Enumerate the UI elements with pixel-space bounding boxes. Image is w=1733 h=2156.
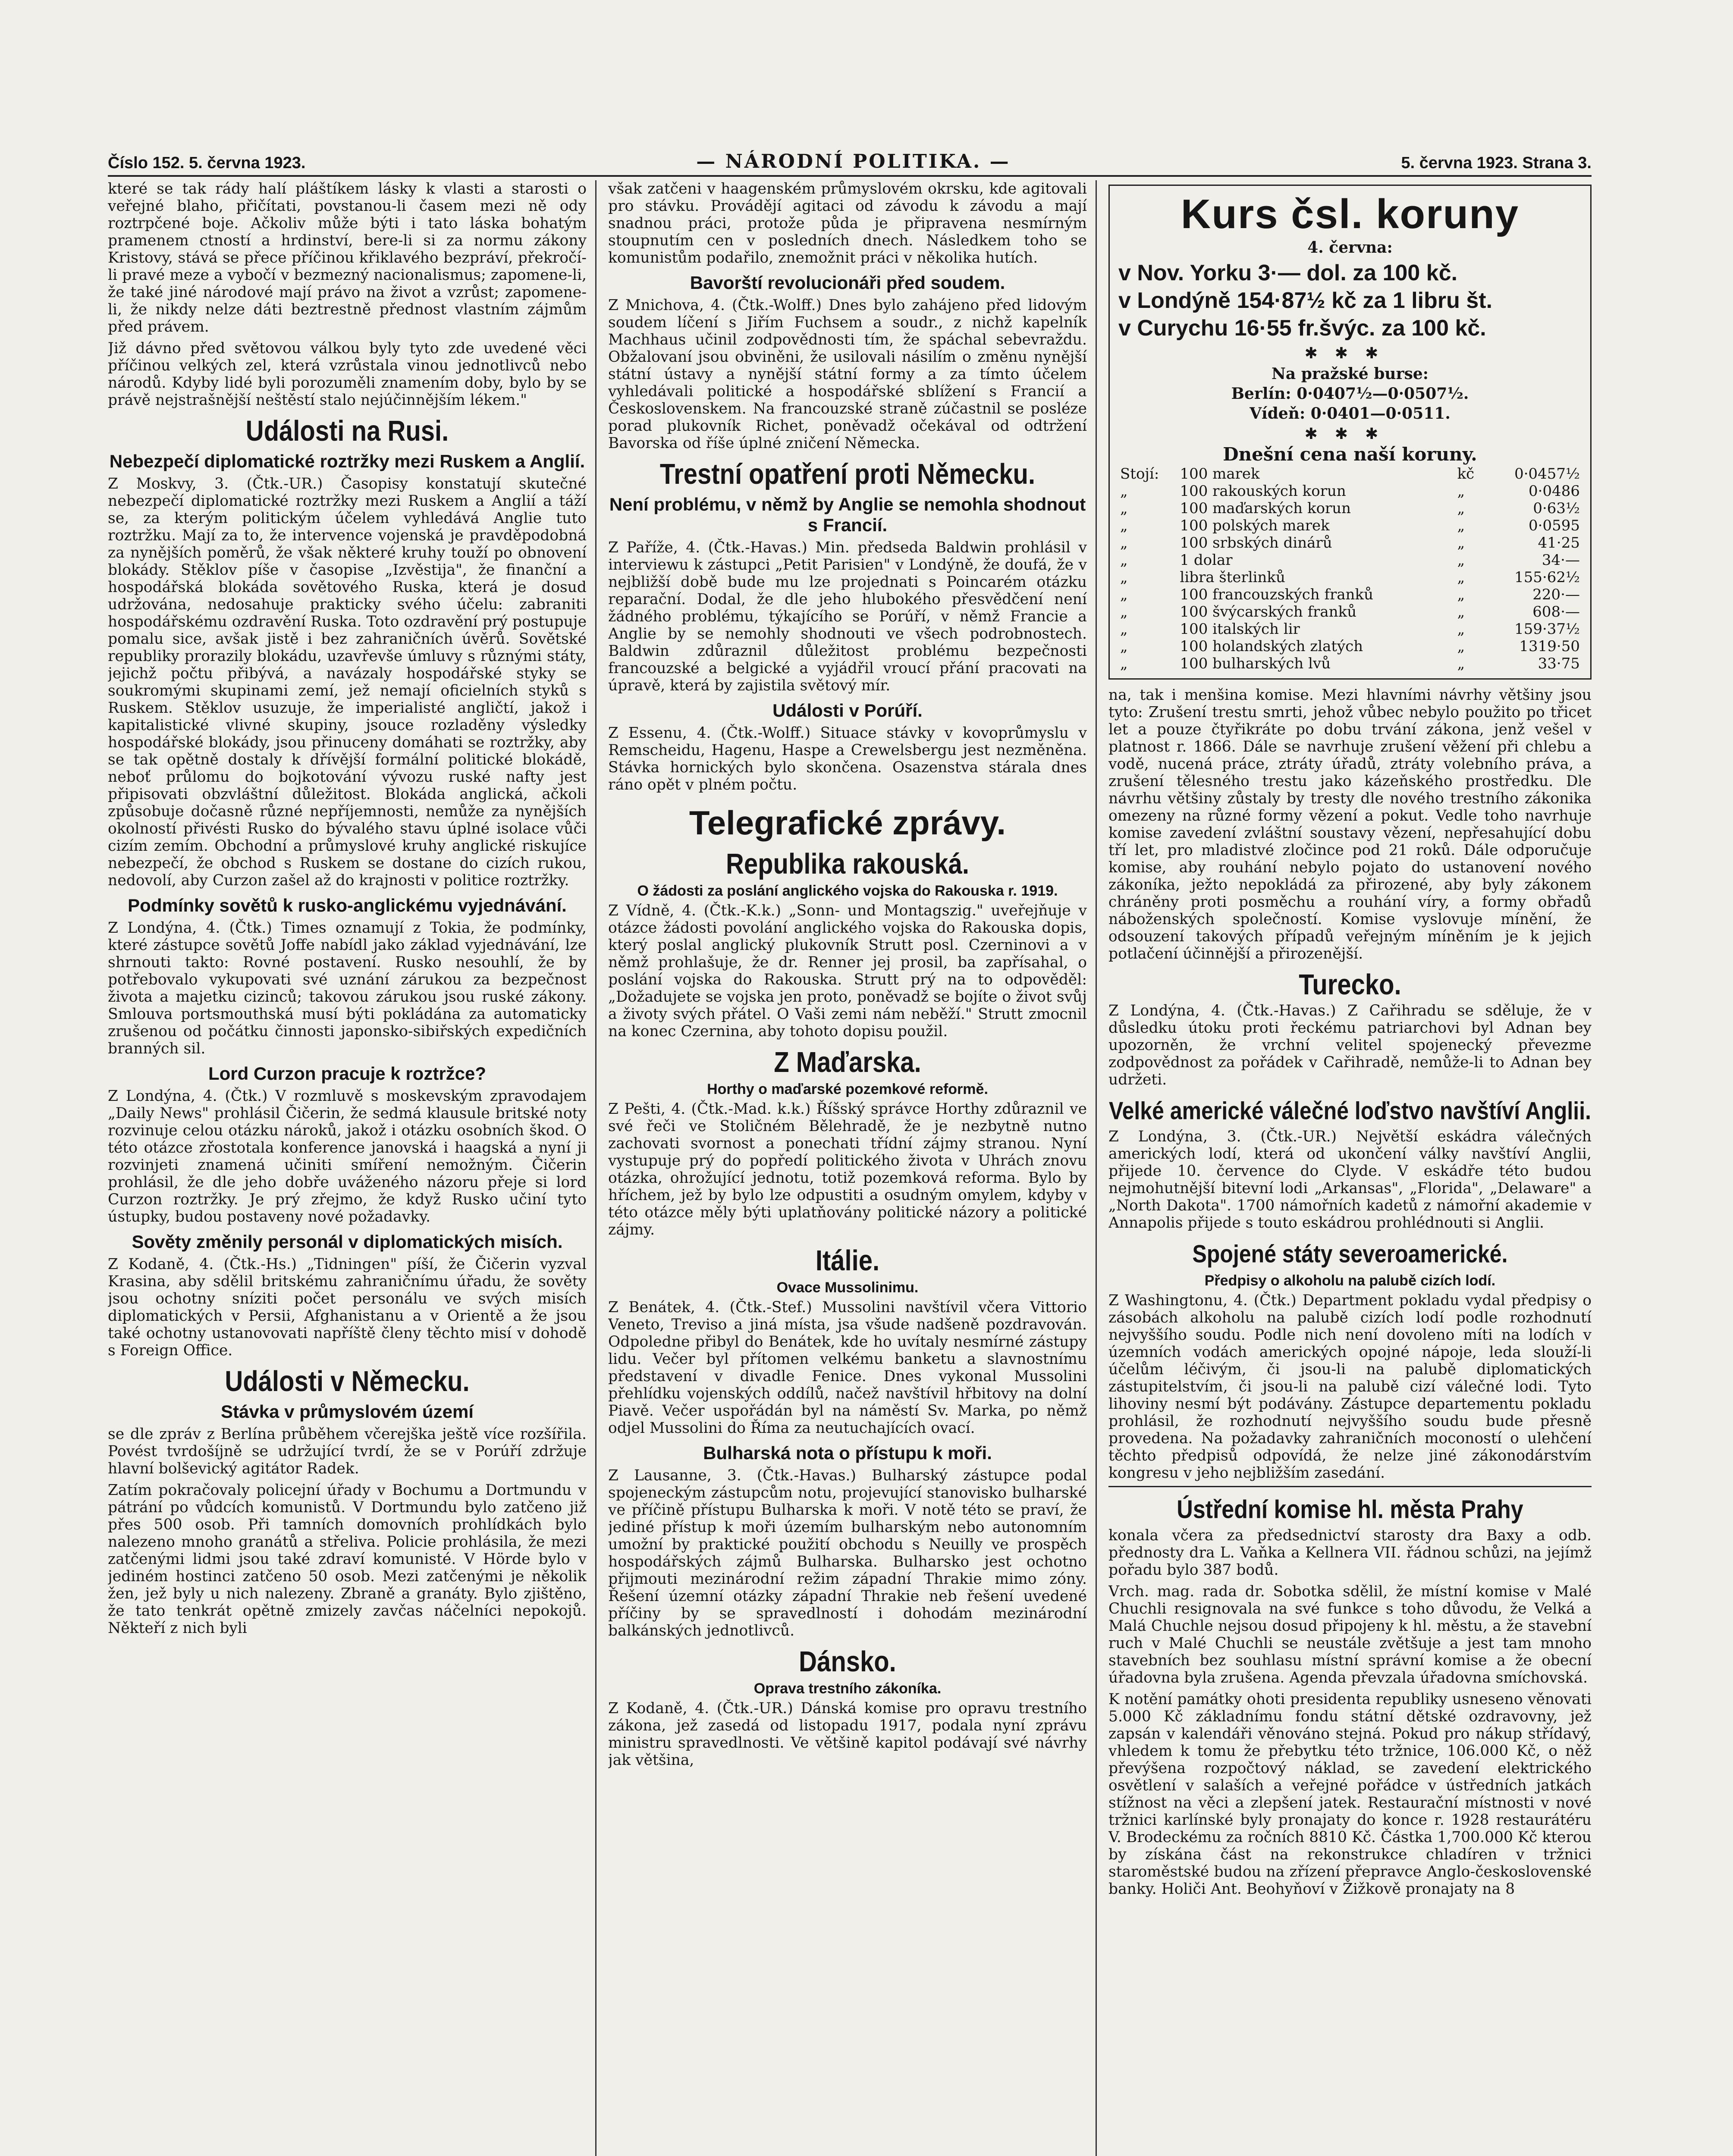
article-text: Z Benátek, 4. (Čtk.-Stef.) Mussolini navštívil včera Vittorio Veneto, Treviso a jiná místa, jsa všude nadšeně pozdravován. Odpoledne přibyl do Benátek, kde ho uvítaly nesmírné zástupy lidu. Večer byl přítomen velkému banketu a slavnostnímu představení v divadle Fenice. Dnes vykonal Mussolini přehlídku vojenských oddílů, načež navštívil hřbitovy na dolní Piavě. Večer uspořádán byl na náměstí Sv. Marka, po němž odjel Mussolini do Říma za neutuchajících ovací. bbox=[608, 1299, 1087, 1437]
rate-value: 0·0457½ bbox=[1514, 465, 1580, 483]
rate-currency: 100 rakouských korun bbox=[1180, 483, 1346, 500]
currency-rate-box bbox=[1108, 185, 1592, 680]
article-heading: Bavorští revolucionáři před soudem. bbox=[690, 273, 1005, 293]
rate-value: 608·— bbox=[1532, 603, 1580, 620]
rate-currency: 100 italských lir bbox=[1180, 620, 1300, 638]
article-text: se dle zpráv z Berlína průběhem včerejška ještě více rozšířila. Povést tvrdošíjně se udržující tvrdí, že se v Porúří zdržuje hlavní bolševický agitátor Radek. bbox=[108, 1426, 587, 1477]
column-1 bbox=[108, 180, 587, 2156]
divider-line bbox=[1108, 1486, 1592, 1487]
rate-unit: „ bbox=[1457, 552, 1465, 569]
rate-london: v Londýně 154·87½ kč za 1 libru št. bbox=[1118, 288, 1493, 313]
telegraph-news-heading: Telegrafické zprávy. bbox=[689, 804, 1006, 842]
article-heading: Události v Porúří. bbox=[772, 700, 923, 721]
article-heading: Stávka v průmyslovém území bbox=[221, 1401, 474, 1422]
rate-row bbox=[1118, 586, 1582, 603]
rate-unit: „ bbox=[1457, 517, 1465, 534]
rate-value: 41·25 bbox=[1538, 534, 1580, 552]
article-text: Z Kodaně, 4. (Čtk.-Hs.) „Tidningen" píší, že Čičerin vyzval Krasina, aby sdělil britskému zahraničnímu úřadu, že sověty jsou ochotny sníziti počet personálu ve svých misích diplomatických v Persii, Afghanistanu a v Orientě a že jsou také ochotny ustanovovati napříště členy těchto misí v dohodě s Foreign Office. bbox=[108, 1256, 587, 1359]
page-header bbox=[108, 142, 1592, 177]
article-text: Z Washingtonu, 4. (Čtk.) Department pokladu vydal předpisy o zásobách alkoholu na palubě cizích lodí podle rozhodnutí nejvyššího soudu. Podle nich není dovoleno míti na lodích v územních vodách amerických opojné nápoje, leda slouží-li účelům léčivým, či jsou-li na palubě diplomatických zástupitelstvím, či jsou-li na palubě cizí válečné lodi. Tyto lihoviny nesmí být podávány. Zástupce departementu pokladu prohlásil, že rozhodnutí nejvyššího soudu bude přesně provedena. Na požadavky zahraničních mocoností o ulehčení těchto předpisů odpovídá, že nelze jiné zákonodárstvím kongresu v jeho nejbližším zasedání. bbox=[1108, 1292, 1592, 1482]
rate-value: 0·63½ bbox=[1533, 500, 1580, 517]
rate-unit: „ bbox=[1457, 586, 1465, 603]
rate-unit: „ bbox=[1457, 534, 1465, 552]
rate-row bbox=[1118, 465, 1582, 483]
rate-unit: kč bbox=[1457, 465, 1475, 483]
article-text: Z Vídně, 4. (Čtk.-K.k.) „Sonn- und Montagszig." uveřejňuje v otázce žádosti povolání anglického vojska do Rakouska dopis, který poslal anglický plukovník Strutt posl. Czerninovi a v němž prohlašuje, že dr. Renner jej prosil, ba zapřísahal, o poslání vojska do Rakouska. Strutt prý na to odpověděl: „Dožadujete se vojska jen proto, poněvadž se bojíte o život svůj a životy svých přátel. O Vaši zemi nám neběží." Strutt zmocnil na konec Czernina, aby tohoto dopisu použil. bbox=[608, 902, 1087, 1040]
article-text: Z Londýna, 4. (Čtk.) V rozmluvě s moskevským zpravodajem „Daily News" prohlásil Čičerin, že sedmá klausule britské noty rozvinuje celou otázku nároků, jakož i otázku osobních škod. O této otázce zřostotala konference janovská i haagská a nyní ji rozvinjeti znamená učiniti smíření nemožným. Čičerin prohlásil, že dle jeho dobře uváženého názoru přeje si lord Curzon roztržky. Je prý zřejmo, že když Rusko učiní tyto ústupky, budou postaveny nové požadavky. bbox=[108, 1087, 587, 1225]
article-text: Již dávno před světovou válkou byly tyto zde uvedené věci příčinou velkých zel, která vzrůstala vinou jednotlivců nebo národů. Kdyby lidé byli porozuměli znamením doby, bylo by se právě nejstrašnější neštěstí stalo nejúčinnějším lékem." bbox=[108, 340, 587, 409]
section-heading: Události v Německu. bbox=[225, 1365, 470, 1398]
article-text: Z Moskvy, 3. (Čtk.-UR.) Časopisy konstatují skutečné nebezpečí diplomatické roztržky mezi Ruskem a Anglií a táží se, za kterým politickým účelem vyhledává Anglie tuto roztržku. Mají za to, že intervence vojenská je pravděpodobná za nynějších poměrů, že však některé kruhy touží po obnovení blokády. Stěklov píše v časopise „Izvěstija", že finanční a hospodářská blokáda sovětového Ruska, která je dosud udržována, nedosahuje prakticky svého účelu: zabraniti hospodářskému ozdravění Ruska. Toto ozdravění prý postupuje pomalu sice, avšak jistě i bez zahraničních úvěrů. Sovětské republiky prorazily blokádu, uzavřevše úmluvy s různými státy, jejichž počtu přibývá, a navázaly hospodářské styky se soukromými skupinami zemí, jež nemají oficielních styků s Ruskem. Stěklov usuzuje, že imperialisté angličtí, jakož i kapitalistické vlivné skupiny, jsouce rozladěny výsledky hospodářské blokády, jsou přinuceny domáhati se roztržky, aby se tak opětně dostaly k dřívější formální politické blokádě, neboť průlomu do bojkotování vývozu ruské nafty jest připisovati obzvláštní důležitost. Blokáda anglická, ačkoli způsobuje dočasně různé nepříjemnosti, nemůže za nynějších okolností přivésti Rusko do bývalého stavu úplné isolace vůči cizím zemím. Obchodní a průmyslové kruhy anglické riskujíce nebezpečí, že obchod s Ruskem se dostane do cizích rukou, nedovolí, aby Curzon zašel až do krajnosti v politice roztržky. bbox=[108, 475, 587, 889]
rate-unit: „ bbox=[1457, 620, 1465, 638]
rate-unit: „ bbox=[1457, 655, 1465, 672]
rate-unit: „ bbox=[1457, 638, 1465, 655]
rate-value: 159·37½ bbox=[1514, 620, 1580, 638]
currency-title: Kurs čsl. koruny bbox=[1180, 191, 1520, 237]
rate-value: 0·0486 bbox=[1529, 483, 1580, 500]
section-heading: Z Maďarska. bbox=[774, 1046, 921, 1078]
rate-unit: „ bbox=[1457, 603, 1465, 620]
article-heading: Bulharská nota o přístupu k moři. bbox=[703, 1443, 992, 1463]
article-heading: Oprava trestního zákoníka. bbox=[753, 1680, 942, 1697]
rate-table bbox=[1118, 465, 1582, 672]
article-text: Z Londýna, 4. (Čtk.-Havas.) Z Cařihradu se sděluje, že v důsledku útoku proti řeckému patriarchovi byl Adnan bey upozorněn, že vrchní velitel spojenecký převezme zodpovědnost za pořádek v Cařihradě, nemůže-li to Adnan bey udržeti. bbox=[1108, 1002, 1592, 1088]
rate-currency: 100 maďarských korun bbox=[1180, 500, 1351, 517]
rate-row bbox=[1118, 552, 1582, 569]
article-text: Z Londýna, 3. (Čtk.-UR.) Největší eskádra válečných amerických lodí, která od ukončení války navštíví Anglii, přijede 10. července do Clyde. V eskádře této budou nejmohutnější bitevní lodi „Arkansas", „Florida", „Delaware" a „North Dakota". 1700 námořních kadetů z námořní akademie v Annapolis přijede s touto eskádrou prohlédnouti si Anglii. bbox=[1108, 1128, 1592, 1232]
article-heading: Lord Curzon pracuje k roztržce? bbox=[208, 1063, 487, 1084]
rate-row bbox=[1118, 483, 1582, 500]
rate-row bbox=[1118, 569, 1582, 586]
rate-value: 1319·50 bbox=[1519, 638, 1580, 655]
article-heading: Sověty změnily personál v diplomatických misích. bbox=[132, 1232, 563, 1252]
rate-value: 155·62½ bbox=[1514, 569, 1580, 586]
article-text: Zatím pokračovaly policejní úřady v Bochumu a Dortmundu v pátrání po vůdcích komunistů. V Dortmundu bylo zatčeno již přes 500 osob. Při tamních domovních prohlídkách bylo nalezeno mnoho granátů a střeliva. Policie prohlásila, že mezi zatčenými lidmi jsou také zdraví komunisté. V Hörde bylo v jediném hostinci zatčeno 50 osob. Mezi zatčenými je několik žen, jež byly u nich nalezeny. Zbraně a granáty. Bylo zjištěno, že tato tenkrát opětně zmizely zavčas náčelníci nepokojů. Někteří z nich byli bbox=[108, 1482, 587, 1637]
section-heading: Ústřední komise hl. města Prahy bbox=[1177, 1495, 1523, 1524]
rate-zurich: v Curychu 16·55 fr.švýc. za 100 kč. bbox=[1118, 316, 1486, 341]
section-heading: Spojené státy severoamerické. bbox=[1192, 1240, 1508, 1268]
article-text: konala včera za předsednictví starosty dra Baxy a odb. přednosty dra L. Vaňka a Kellnera VII. řádnou schůzi, na jejímž pořadu bylo 387 bodů. bbox=[1108, 1527, 1592, 1579]
rate-row bbox=[1118, 655, 1582, 672]
rate-currency: 100 polských marek bbox=[1180, 517, 1330, 534]
article-heading: Předpisy o alkoholu na palubě cizích lodí. bbox=[1204, 1272, 1496, 1289]
article-text: Z Mnichova, 4. (Čtk.-Wolff.) Dnes bylo zahájeno před lidovým soudem líčení s Jiřím Fuchsem a soudr., z nichž kapelník Machhaus učinil zodpovědnosti tím, že spáchal sebevraždu. Obžalovaní jsou obviněni, že usilovali násilím o změnu nynější státní ústavy a nynější státní formy a za tímto účelem vyhledávali politické a hospodářské sblížení s Francií a Československem. Na francouzské straně zúčastnil se posléze porad plukovník Richet, poněvadž očekával od odtržení Bavorska od říše úplné zničení Německa. bbox=[608, 297, 1087, 452]
rate-ditto: „ bbox=[1120, 620, 1128, 638]
daily-rate-title: Dnešní cena naší koruny. bbox=[1223, 444, 1477, 465]
rate-ditto: „ bbox=[1120, 586, 1128, 603]
newspaper-page bbox=[108, 142, 1592, 2156]
article-text: Vrch. mag. rada dr. Sobotka sdělil, že místní komise v Malé Chuchli resignovala na své funkce s toho důvodu, že Velká a Malá Chuchle nejsou dosud připojeny k hl. městu, a že stavební ruch v Malé Chuchli se neustále zvětšuje a jest tam mnoho stavebních bez souhlasu místní správní komise a že obecní úřadovna byla zrušena. Agenda převzala úřadovna smíchovská. bbox=[1108, 1583, 1592, 1686]
rate-currency: 1 dolar bbox=[1180, 552, 1233, 569]
article-heading: O žádosti za poslání anglického vojska do Rakouska r. 1919. bbox=[637, 883, 1058, 899]
column-rule bbox=[1096, 180, 1097, 2156]
rate-currency: 100 bulharských lvů bbox=[1180, 655, 1331, 672]
rate-row bbox=[1118, 620, 1582, 638]
rate-row bbox=[1118, 517, 1582, 534]
burse-berlin: Berlín: 0·0407½—0·0507½. bbox=[1231, 385, 1469, 403]
section-heading: Trestní opatření proti Německu. bbox=[659, 458, 1036, 490]
rate-unit: „ bbox=[1457, 569, 1465, 586]
article-heading: Nebezpečí diplomatické roztržky mezi Ruskem a Anglií. bbox=[109, 451, 585, 471]
section-heading: Turecko. bbox=[1299, 968, 1401, 1001]
rate-currency: libra šterlinků bbox=[1180, 569, 1285, 586]
rate-unit: „ bbox=[1457, 483, 1465, 500]
section-heading: Dánsko. bbox=[799, 1645, 896, 1678]
rate-currency: 100 švýcarských franků bbox=[1180, 603, 1357, 620]
rate-row bbox=[1118, 603, 1582, 620]
burse-title: Na pražské burse: bbox=[1271, 365, 1429, 383]
rate-stoji-label: Stojí: bbox=[1120, 465, 1159, 483]
section-heading: Itálie. bbox=[815, 1244, 880, 1277]
column-rule bbox=[595, 180, 597, 2156]
rate-currency: 100 srbských dinárů bbox=[1180, 534, 1332, 552]
rate-currency: 100 holandských zlatých bbox=[1180, 638, 1363, 655]
article-heading: Ovace Mussolinimu. bbox=[776, 1279, 919, 1296]
article-heading: Podmínky sovětů k rusko-anglickému vyjednávání. bbox=[128, 895, 567, 915]
column-3 bbox=[1108, 180, 1592, 2156]
article-text: K notění památky ohoti presidenta republiky usneseno věnovati 5.000 Kč základnímu fondu státní dětské ozdravovny, jež zapsán v kalendáři věnováno stejná. Pokud pro nákup střídavý, vhledem k tomu že přebytku této tržnice, 106.000 Kč, o něž převýšena rozpočtový náklad, se zavedení elektrického osvětlení v salaších a veřejné pořádce v ústředních jatkách stížnost na věci a zlepšení jatek. Restaurační místnosti v nové tržnici karlínské byly pronajaty do konce r. 1928 restaurátéru V. Brodeckému za ročních 8810 Kč. Částka 1,700.000 Kč kterou by získána část na rekonstrukce chladíren v tržnici staroměstské budou na zřízení přepravce Anglo-československé banky. Holiči Ant. Beohyňoví v Žižkově pronajaty na 8 bbox=[1108, 1691, 1592, 1898]
rate-ditto: „ bbox=[1120, 569, 1128, 586]
rate-row bbox=[1118, 638, 1582, 655]
rate-value: 220·— bbox=[1532, 586, 1580, 603]
currency-date: 4. června: bbox=[1307, 238, 1393, 257]
rate-ditto: „ bbox=[1120, 552, 1128, 569]
article-text: Z Lausanne, 3. (Čtk.-Havas.) Bulharský zástupce podal spojeneckým zástupcům notu, projevující stanovisko bulharské ve příčině přístupu Bulharska k moři. V notě této se praví, že jediné přístup k moři územím bulharským nebo autonomním umožní by praktické použití obchodu s Neuilly ve prospěch hospodářských zájmů Bulharska. Bulharsko jest ochotno přijmouti mezinárodní režim západní Thrakie mimo zóny. Řešení územní otázky západní Thrakie neb řešení uvedené příčiny by se spravedlností i dohodám mezinárodní balkánských jednotlivců. bbox=[608, 1467, 1087, 1639]
divider-stars: ✱✱✱ bbox=[1304, 425, 1396, 443]
rate-row bbox=[1118, 534, 1582, 552]
rate-ditto: „ bbox=[1120, 534, 1128, 552]
rate-ditto: „ bbox=[1120, 638, 1128, 655]
article-heading: Velké americké válečné loďstvo navštíví Anglii. bbox=[1109, 1097, 1591, 1125]
section-heading: Republika rakouská. bbox=[725, 848, 970, 880]
rate-unit: „ bbox=[1457, 500, 1465, 517]
article-text: Z Paříže, 4. (Čtk.-Havas.) Min. předseda Baldwin prohlásil v interviewu k zástupci „Petit Parisien" v Londýně, že doufá, že v nejbližší době bude mu lze projednati s Poincarém otázku reparační. Dodal, že dle jeho hlubokého přesvědčení není žádného problému, týkajícího se Porúří, v němž Francie a Anglie by se nemohly shodnouti ve všech podrobnostech. Baldwin zdůraznil důležitost problému bezpečnosti francouzské a belgické a vyjádřil vroucí přání pracovati na úpravě, která by zajistila světový mír. bbox=[608, 539, 1087, 694]
header-left: Číslo 152. 5. června 1923. bbox=[108, 154, 306, 172]
rate-row bbox=[1118, 500, 1582, 517]
article-text: na, tak i menšina komise. Mezi hlavními návrhy většiny jsou tyto: Zrušení trestu smrti, jehož vůbec nebylo použito po třicet let a pouze čtyřikráte po dobu trvání zákona, jenž vešel v platnost r. 1866. Dále se navrhuje zrušení věžení při chlebu a vodě, nucená práce, ztráty úřadů, ztráty volebního práva, a zrušení tělesného trestu jako kázeňského prostředku. Dle návrhu většiny zůstaly by tresty dle nového trestního zákonika omezeny na různé formy vězení a pokut. Vedle toho navrhuje komise zavedení zvláštní soustavy vězení, nepřesahující dobu tří let, pro mladistvé zločince pod 21 roků. Dále odporučuje komise, aby rouhání nebylo pojato do ustanovení nového zákoníka, ježto nepokládá za přirozené, aby byly zákonem chráněny proti posměchu a rouhání víry, a formy obřadů náboženských společností. Komise vyslovuje mínění, že odsouzení takových případů veřejným míněním je k jejich potlačení účinnější a přirozenější. bbox=[1108, 686, 1592, 962]
article-text: však zatčeni v haagenském průmyslovém okrsku, kde agitovali pro stávku. Provádějí agitaci od závodu k závodu a mají snadnou práci, protože půda je připravena nesmírným stoupnutím cen v posledních dnech. Následkem toho se komunistům podařilo, znemožnit práci v několika hutích. bbox=[608, 180, 1087, 266]
rate-ditto: „ bbox=[1120, 517, 1128, 534]
column-2 bbox=[608, 180, 1087, 2156]
article-text: Z Kodaně, 4. (Čtk.-UR.) Dánská komise pro opravu trestního zákona, jež zasedá od listopadu 1917, podala nyní zprávu ministru spravedlnosti. Ve většině kapitol podávají své návrhy jak většina, bbox=[608, 1700, 1087, 1769]
burse-vienna: Vídeň: 0·0401—0·0511. bbox=[1250, 404, 1450, 423]
section-heading: Události na Rusi. bbox=[245, 415, 449, 447]
article-heading: Horthy o maďarské pozemkové reformě. bbox=[707, 1081, 988, 1097]
header-right: 5. června 1923. Strana 3. bbox=[1401, 154, 1592, 172]
rate-value: 0·0595 bbox=[1529, 517, 1580, 534]
article-text: které se tak rády halí pláštíkem lásky k vlasti a starosti o veřejné blaho, přičítati, povstanou-li časem mezi ně ody roztrpčené boje. Ačkoliv může býti i tato láska bohatým pramenem ctností a hrdinství, bere-li si za normu zákony Kristovy, stává se přece příčinou křiklavého bezpráví, překročí-li pravé meze a vybočí v bezmezný nacionalismus; zapomene-li, že také jiné národové mají právo na život a vzrůst; zapomene-li, že nikdy nelze dáti beztrestně přednost vlastním zájmům před právem. bbox=[108, 180, 587, 335]
rate-value: 34·— bbox=[1541, 552, 1580, 569]
article-heading: Není problému, v němž by Anglie se nemohla shodnout s Francií. bbox=[609, 494, 1086, 535]
rate-currency: 100 francouzských franků bbox=[1180, 586, 1373, 603]
rate-ditto: „ bbox=[1120, 655, 1128, 672]
article-text: Z Londýna, 4. (Čtk.) Times oznamují z Tokia, že podmínky, které zástupce sovětů Joffe nabídl jako základ vyjednávání, lze shrnouti takto: Rovné postavení. Rusko nesouhlí, že by potřebovalo vykupovati své uznání zárukou za bezpečnost života a majetku cizinců; takovou zárukou jsou ruské zákony. Smlouva portsmouthská musí býti pokládána za automaticky zrušenou od počátku činnosti japonsko-sibiřských expedičních branných sil. bbox=[108, 919, 587, 1057]
rate-ditto: „ bbox=[1120, 603, 1128, 620]
rate-currency: 100 marek bbox=[1180, 465, 1260, 483]
rate-new-york: v Nov. Yorku 3·— dol. za 100 kč. bbox=[1118, 260, 1458, 285]
article-text: Z Essenu, 4. (Čtk.-Wolff.) Situace stávky v kovoprůmyslu v Remscheidu, Hagenu, Haspe a Crewelsbergu jest nezměněna. Stávka hornických bylo skončena. Osazenstva stárala dnes ráno opět v plném počtu. bbox=[608, 724, 1087, 793]
divider-stars: ✱✱✱ bbox=[1304, 345, 1396, 362]
masthead-title: — NÁRODNÍ POLITIKA. — bbox=[696, 150, 1011, 172]
rate-ditto: „ bbox=[1120, 483, 1128, 500]
article-text: Z Pešti, 4. (Čtk.-Mad. k.k.) Říšský správce Horthy zdůraznil ve své řeči ve Stoličném Bělehradě, že je nezbytně nutno zachovati svornost a ponechati třídní zájmy stranou. Nyní vystupuje prý do popředí politického života v Uhrách znovu otázka, ohrožující jednotu, totiž pozemková reforma. Bylo by hříchem, jež by bylo lze odpustiti a osudným omylem, kdyby v této otázce měly býti uplatňovány politické názory a politické zájmy. bbox=[608, 1100, 1087, 1238]
rate-ditto: „ bbox=[1120, 500, 1128, 517]
rate-value: 33·75 bbox=[1538, 655, 1580, 672]
